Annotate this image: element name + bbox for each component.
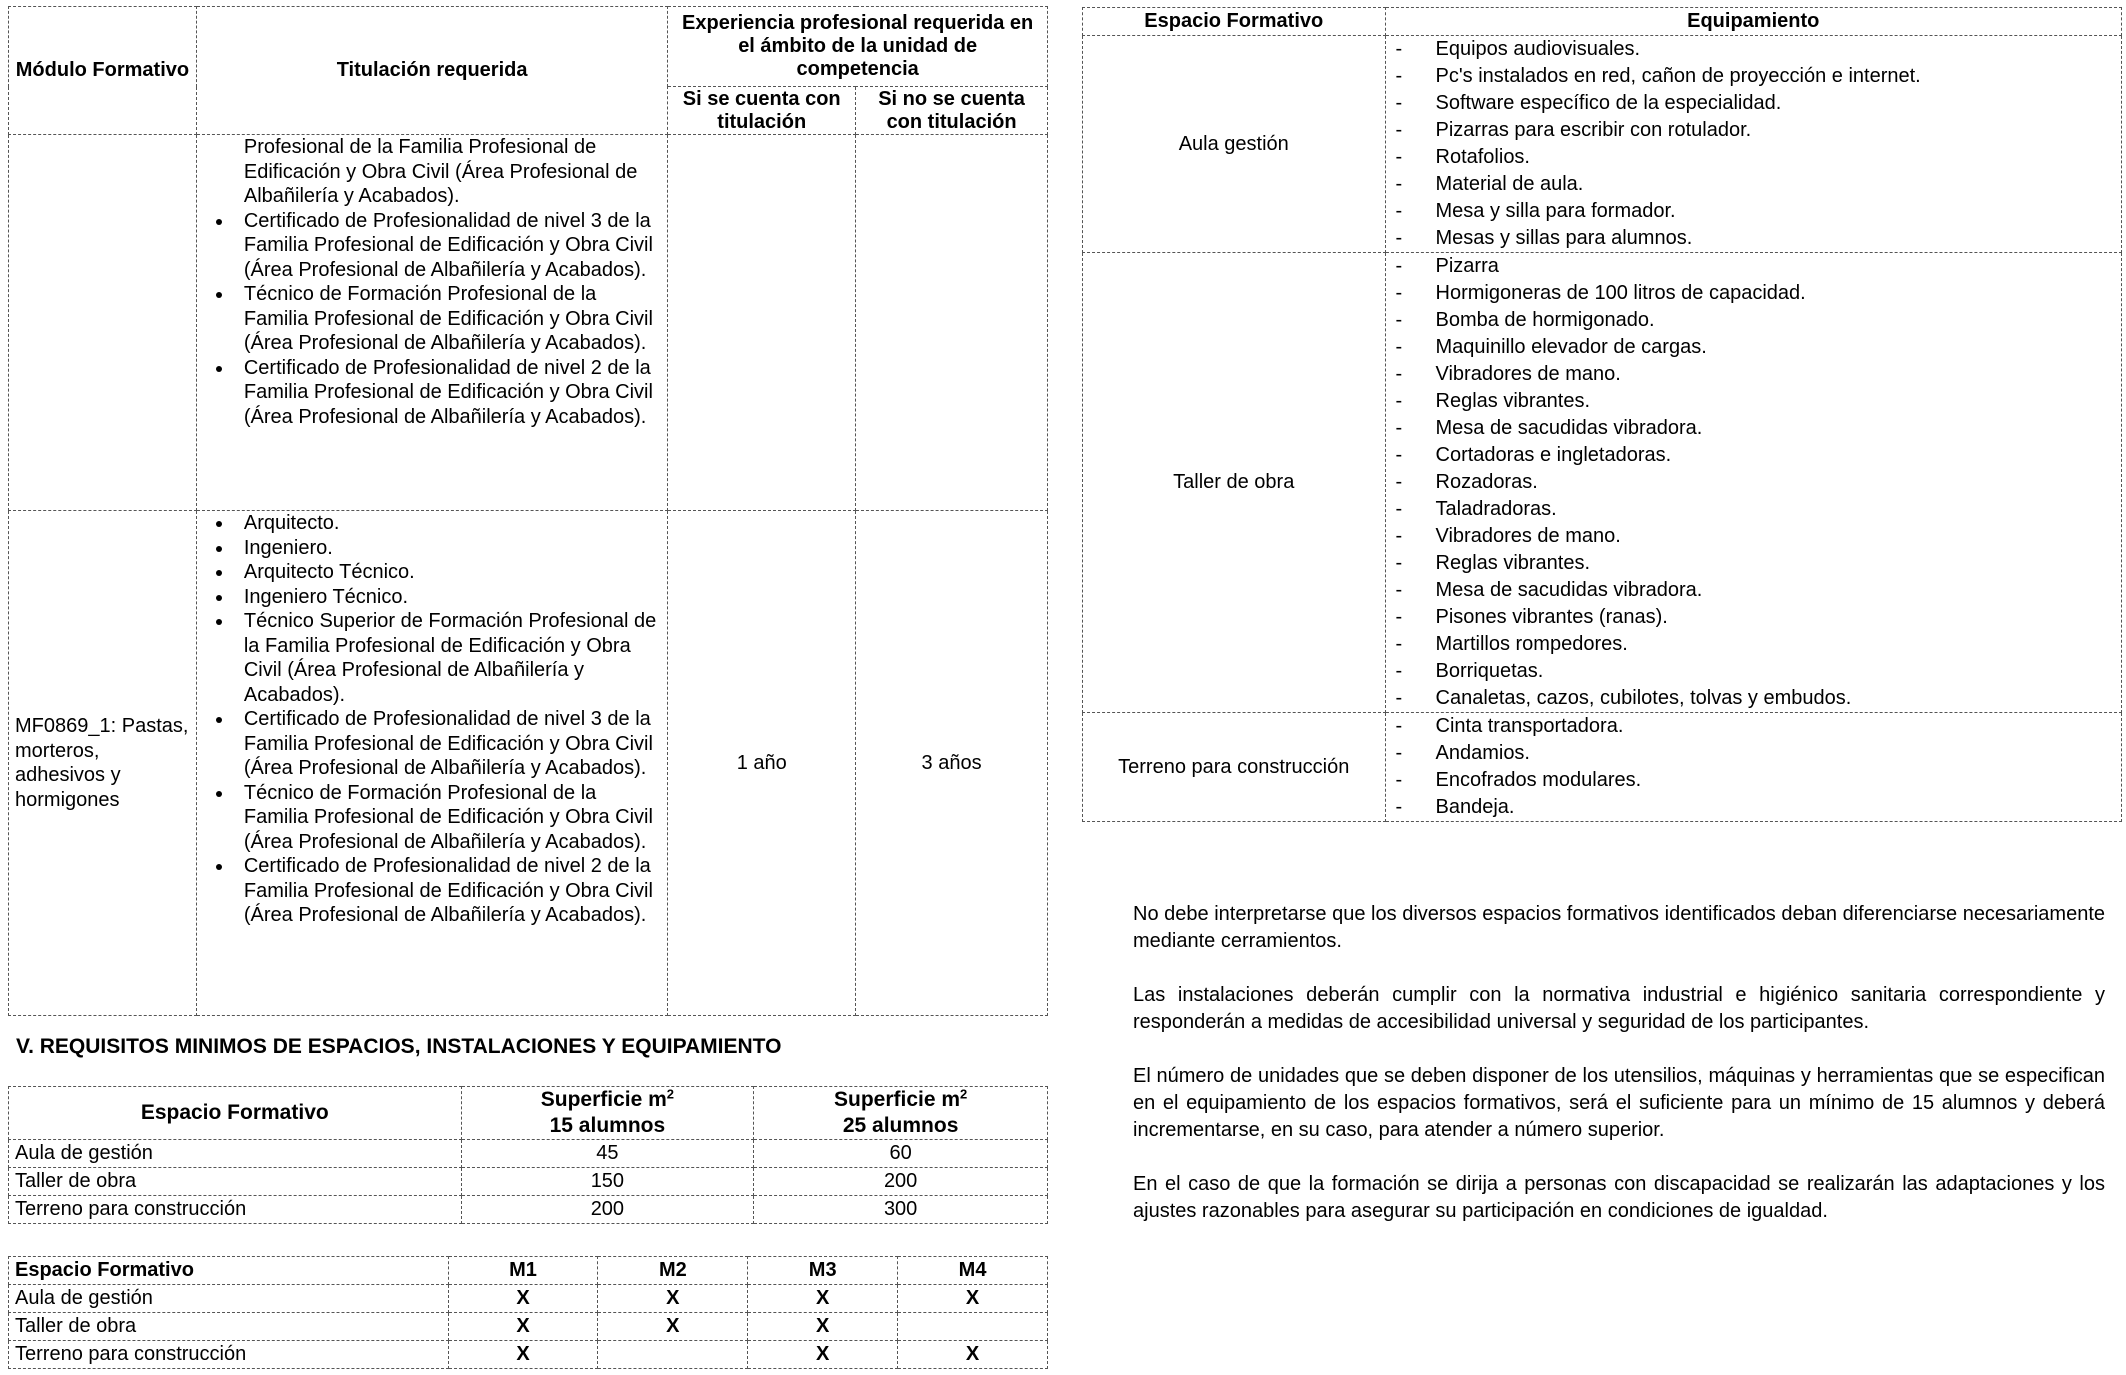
header-espacio: Espacio Formativo — [9, 1087, 462, 1140]
module-mark: X — [748, 1285, 898, 1313]
module-mark: X — [898, 1341, 1048, 1369]
table-row — [9, 511, 1048, 1016]
module-mark: X — [898, 1285, 1048, 1313]
list-item: - Mesa de sacudidas vibradora. — [1395, 579, 1703, 601]
header-m4: M4 — [898, 1257, 1048, 1285]
qualification-table — [8, 6, 1048, 1016]
module-mark — [598, 1341, 748, 1369]
list-item: • Certificado de Profesionalidad de nivel 3 de la Familia Profesional de Edificación y Obra Civil (Área Profesional de Albañilería y Acabados). — [234, 209, 661, 283]
modulo-code: MF0869_1: Pastas, morteros, adhesivos y hormigones — [9, 511, 197, 1016]
space-name: Aula de gestión — [9, 1140, 462, 1168]
list-item: • Técnico de Formación Profesional de la Familia Profesional de Edificación y Obra Civil (Área Profesional de Albañilería y Acabados). — [234, 781, 661, 855]
list-item: - Mesa y silla para formador. — [1395, 200, 1676, 222]
surface-25: 200 — [754, 1168, 1048, 1196]
list-item: - Cortadoras e ingletadoras. — [1395, 444, 1672, 466]
list-item: - Pc's instalados en red, cañon de proyección e internet. — [1395, 65, 1921, 87]
header-experiencia: Experiencia profesional requerida en el ámbito de la unidad de competencia — [668, 7, 1048, 87]
list-item: - Canaletas, cazos, cubilotes, tolvas y embudos. — [1395, 687, 1852, 709]
list-item: - Bomba de hormigonado. — [1395, 309, 1655, 331]
list-item: - Mesa de sacudidas vibradora. — [1395, 417, 1703, 439]
surface-15: 45 — [461, 1140, 754, 1168]
list-item: - Pizarra — [1395, 255, 1499, 277]
list-item: • Ingeniero. — [234, 536, 661, 561]
list-item: - Borriquetas. — [1395, 660, 1544, 682]
experience-cell — [668, 135, 856, 511]
module-mark — [898, 1313, 1048, 1341]
list-item: - Vibradores de mano. — [1395, 363, 1621, 385]
notes-block — [1133, 901, 2105, 1252]
module-mark: X — [748, 1313, 898, 1341]
list-item: • Arquitecto. — [234, 511, 661, 536]
module-mark: X — [598, 1313, 748, 1341]
equipment-list — [1386, 713, 2122, 821]
header-m1: M1 — [448, 1257, 598, 1285]
header-modulo: Módulo Formativo — [9, 7, 197, 135]
module-mark: X — [598, 1285, 748, 1313]
space-name: Aula gestión — [1083, 36, 1386, 253]
list-item: • Arquitecto Técnico. — [234, 560, 661, 585]
list-item: - Material de aula. — [1395, 173, 1584, 195]
list-item: • Técnico Superior de Formación Profesional de la Familia Profesional de Edificación y Obra Civil (Área Profesional de Albañilería y Acabados). — [234, 609, 661, 707]
header-m2: M2 — [598, 1257, 748, 1285]
titulacion-cell — [196, 135, 667, 511]
equipment-cell — [1385, 253, 2122, 713]
experience-with-title: 1 año — [668, 511, 856, 1016]
paragraph: No debe interpretarse que los diversos espacios formativos identificados deban diferenciarse necesariamente mediante cerramientos. — [1133, 903, 2105, 952]
header-equipamiento: Equipamiento — [1385, 8, 2122, 36]
table-row — [9, 135, 1048, 511]
surface-25: 300 — [754, 1196, 1048, 1224]
space-name: Taller de obra — [1083, 253, 1386, 713]
experience-without-title: 3 años — [856, 511, 1048, 1016]
section-heading: V. REQUISITOS MINIMOS DE ESPACIOS, INSTALACIONES Y EQUIPAMIENTO — [16, 1035, 782, 1058]
list-item: - Martillos rompedores. — [1395, 633, 1628, 655]
table-row — [1083, 713, 2122, 822]
list-item: - Equipos audiovisuales. — [1395, 38, 1641, 60]
list-item: - Pisones vibrantes (ranas). — [1395, 606, 1668, 628]
list-item: • Técnico de Formación Profesional de la Familia Profesional de Edificación y Obra Civil (Área Profesional de Albañilería y Acabados). — [234, 282, 661, 356]
module-table — [8, 1256, 1048, 1369]
header-espacio: Espacio Formativo — [1083, 8, 1386, 36]
qualification-list — [197, 209, 661, 430]
equipment-list — [1386, 36, 2122, 252]
module-mark: X — [448, 1285, 598, 1313]
space-name: Terreno para construcción — [9, 1341, 449, 1369]
list-item: • Certificado de Profesionalidad de nivel 3 de la Familia Profesional de Edificación y Obra Civil (Área Profesional de Albañilería y Acabados). — [234, 707, 661, 781]
equipment-cell — [1385, 713, 2122, 822]
experience-cell — [856, 135, 1048, 511]
list-item: - Reglas vibrantes. — [1395, 390, 1591, 412]
header-no-titulacion: Si no se cuenta con titulación — [856, 87, 1048, 135]
equipment-table — [1082, 7, 2122, 822]
surface-15: 200 — [461, 1196, 754, 1224]
list-item: - Reglas vibrantes. — [1395, 552, 1591, 574]
header-espacio: Espacio Formativo — [9, 1257, 449, 1285]
list-item: - Andamios. — [1395, 742, 1530, 764]
header-titulacion: Titulación requerida — [196, 7, 667, 135]
list-item: - Encofrados modulares. — [1395, 769, 1642, 791]
list-item: - Rozadoras. — [1395, 471, 1538, 493]
table-row — [1083, 253, 2122, 713]
space-name: Taller de obra — [9, 1168, 462, 1196]
qualification-list — [197, 511, 661, 928]
list-item: - Bandeja. — [1395, 796, 1515, 818]
paragraph: En el caso de que la formación se dirija a personas con discapacidad se realizarán las adaptaciones y los ajustes razonables para asegurar su participación en condiciones de igualdad. — [1133, 1173, 2105, 1222]
paragraph: El número de unidades que se deben disponer de los utensilios, máquinas y herramientas que se especifican en el equipamiento de los espacios formativos, será el suficiente para un mínimo de 15 alumnos y deberá incrementarse, en su caso, para atender a número superior. — [1133, 1065, 2105, 1141]
header-m3: M3 — [748, 1257, 898, 1285]
space-name: Terreno para construcción — [1083, 713, 1386, 822]
table-row — [9, 1341, 1048, 1369]
surface-15: 150 — [461, 1168, 754, 1196]
list-item: • Certificado de Profesionalidad de nivel 2 de la Familia Profesional de Edificación y Obra Civil (Área Profesional de Albañilería y Acabados). — [234, 854, 661, 928]
header-15-alumnos: Superficie $m^2$ 15 alumnos — [461, 1087, 754, 1140]
list-item: - Cinta transportadora. — [1395, 715, 1624, 737]
titulacion-cell — [196, 511, 667, 1016]
list-item: - Vibradores de mano. — [1395, 525, 1621, 547]
list-item: - Pizarras para escribir con rotulador. — [1395, 119, 1752, 141]
space-name: Aula de gestión — [9, 1285, 449, 1313]
table-row — [9, 1140, 1048, 1168]
list-item: - Mesas y sillas para alumnos. — [1395, 227, 1693, 249]
table-row — [9, 1168, 1048, 1196]
surface-25: 60 — [754, 1140, 1048, 1168]
list-item: - Rotafolios. — [1395, 146, 1530, 168]
list-item: - Maquinillo elevador de cargas. — [1395, 336, 1707, 358]
table-row — [9, 1285, 1048, 1313]
list-item: - Software específico de la especialidad. — [1395, 92, 1782, 114]
header-25-alumnos: Superficie $m^2$ 25 alumnos — [754, 1087, 1048, 1140]
table-row — [9, 1196, 1048, 1224]
table-row — [1083, 36, 2122, 253]
continuation-text: Profesional de la Familia Profesional de Edificación y Obra Civil (Área Profesional de Albañilería y Acabados). — [243, 136, 638, 207]
list-item: • Certificado de Profesionalidad de nivel 2 de la Familia Profesional de Edificación y Obra Civil (Área Profesional de Albañilería y Acabados). — [234, 356, 661, 430]
list-item: • Ingeniero Técnico. — [234, 585, 661, 610]
paragraph: Las instalaciones deberán cumplir con la normativa industrial e higiénico sanitaria correspondiente y responderán a medidas de accesibilidad universal y seguridad de los participantes. — [1133, 984, 2105, 1033]
module-mark: X — [748, 1341, 898, 1369]
list-item: - Hormigoneras de 100 litros de capacidad. — [1395, 282, 1806, 304]
equipment-cell — [1385, 36, 2122, 253]
table-row — [9, 1313, 1048, 1341]
header-si-titulacion: Si se cuenta con titulación — [668, 87, 856, 135]
space-name: Terreno para construcción — [9, 1196, 462, 1224]
space-name: Taller de obra — [9, 1313, 449, 1341]
module-mark: X — [448, 1341, 598, 1369]
equipment-list — [1386, 253, 2122, 712]
surface-table — [8, 1086, 1048, 1224]
module-mark: X — [448, 1313, 598, 1341]
list-item: - Taladradoras. — [1395, 498, 1557, 520]
